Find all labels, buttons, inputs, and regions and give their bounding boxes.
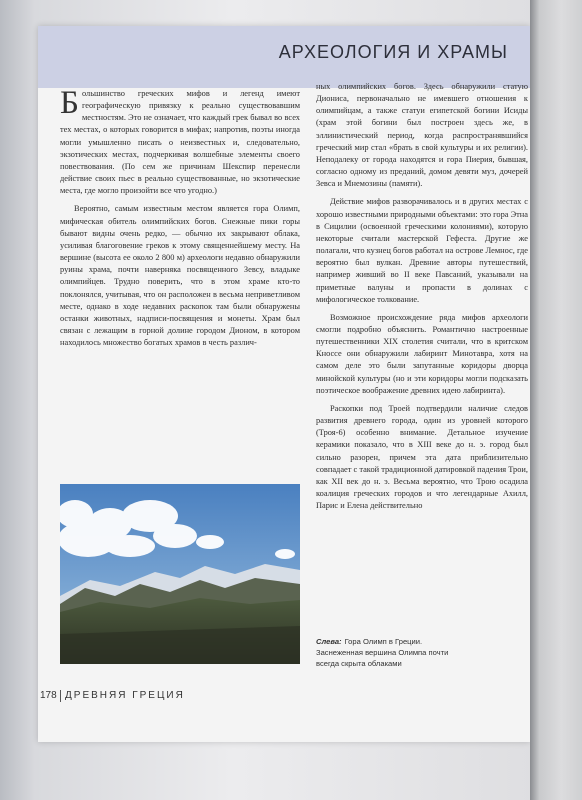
photo-caption bbox=[316, 636, 456, 669]
left-text-column bbox=[60, 88, 300, 478]
section-name: ДРЕВНЯЯ ГРЕЦИЯ bbox=[65, 690, 185, 701]
dion-paragraph: ных олимпийских богов. Здесь обнаружили статую Диониса, первоначально не имевшего отношения к олимпийцам, а также статуи египетской богини Исиды (храм этой богини был построен здесь же, в эллинистический период, когда распространявшийся греческий мир стал «брать в свой культуры и их религии). Неподалеку от города находятся и гора Пиерия, бывшая, согласно одному из преданий, домом девяти муз, дочерей Зевса и Мнемозины (памяти). bbox=[316, 82, 528, 189]
intro-paragraph bbox=[60, 88, 300, 197]
troy-paragraph: Раскопки под Троей подтвердили наличие следов развития древнего города, один из уровней которого (Троя-6) особенно внимание. Детальное изучение керамики показало, что в XIII веке до н. э. город был сильно разорен, причем эта дата приблизительно совпадает с такой традиционной датировкой падения Трои, как XII век до н. э. Весьма вероятно, что Трою осадила коалиция греческих городов и что легендарные Ахилл, Парис и Елена действительно bbox=[316, 403, 528, 511]
page-footer bbox=[38, 688, 530, 712]
myth-places-paragraph: Действие мифов разворачивалось и в других местах с хорошо известными природными объектами: это гора Этна в Сицилии (освоенной греческими колониями), которую некоторые считали мастерской Гефеста. Другие же полагали, что кузнец богов работал на острове Лемнос, где вероятно был вулкан. Древние авторы путешествий, например живший во II веке Павсаний, указывали на приметные валуны и пропасти в долинах с мифологическое толкование. bbox=[316, 197, 528, 304]
page-number: 178 bbox=[40, 690, 57, 701]
page-title: АРХЕОЛОГИЯ И ХРАМЫ bbox=[278, 42, 508, 62]
mount-olympus-photo bbox=[60, 484, 300, 664]
caption-text: Гора Олимп в Греции. Заснеженная вершина Олимпа почти всегда скрыта облаками bbox=[316, 637, 449, 668]
next-page-edge bbox=[530, 0, 582, 800]
intro-paragraph-text: ольшинство греческих мифов и легенд имеют географическую привязку к реально существовавшим местностям. Это не означает, что каждый грек бывал во всех тех местах, о которых говорится в мифах; напротив, поэты иногда могли умышленно писать о неизвестных и, следовательно, экзотических местах, подчеркивая волшебные элементы своего повествования. (По сем же причинам Шекспир перенесли действие своих пьес в реально существованные, но экзотические места, где могло произойти все что угодно.) bbox=[60, 89, 300, 196]
knossos-paragraph: Возможное происхождение ряда мифов археологи смогли подробно объяснить. Романтично настроенные путешественники XIX столетия считали, что в критском Кноссе они обнаружили лабиринт Минотавра, хотя на самом деле это были запутанные коридоры дворца минойской культуры (но и эти коридоры могли подсказать поэтическое воображение древних идею лабиринта). bbox=[316, 312, 528, 395]
right-text-column bbox=[316, 81, 528, 696]
book-page bbox=[38, 26, 530, 742]
footer-divider bbox=[60, 690, 61, 702]
olympus-paragraph: Вероятно, самым известным местом является гора Олимп, мифическая обитель олимпийских богов. Снежные пики горы бывают видны очень редко, — обычно их закрывают облака, усиливая благоговение греков к этому священнейшему месту. На вершине (высота ее около 2 800 м) археологи недавно обнаружили руины храма, почти наверняка посвященного Зевсу, владыке олимпийцев. Трудно поверить, что в этом храме кто-то поклонялся, учитывая, что он расположен в весьма неприветливом месте, однако в ходе недавних раскопок там были обнаружены останки животных, надписи-посвящения и монеты. Храм был связан с лежащим в горной долине городом Дионом, в котором находилось множество богатых храмов в честь различ- bbox=[60, 204, 300, 348]
caption-lead: Слева: bbox=[316, 637, 342, 646]
drop-cap: Б bbox=[60, 88, 79, 121]
